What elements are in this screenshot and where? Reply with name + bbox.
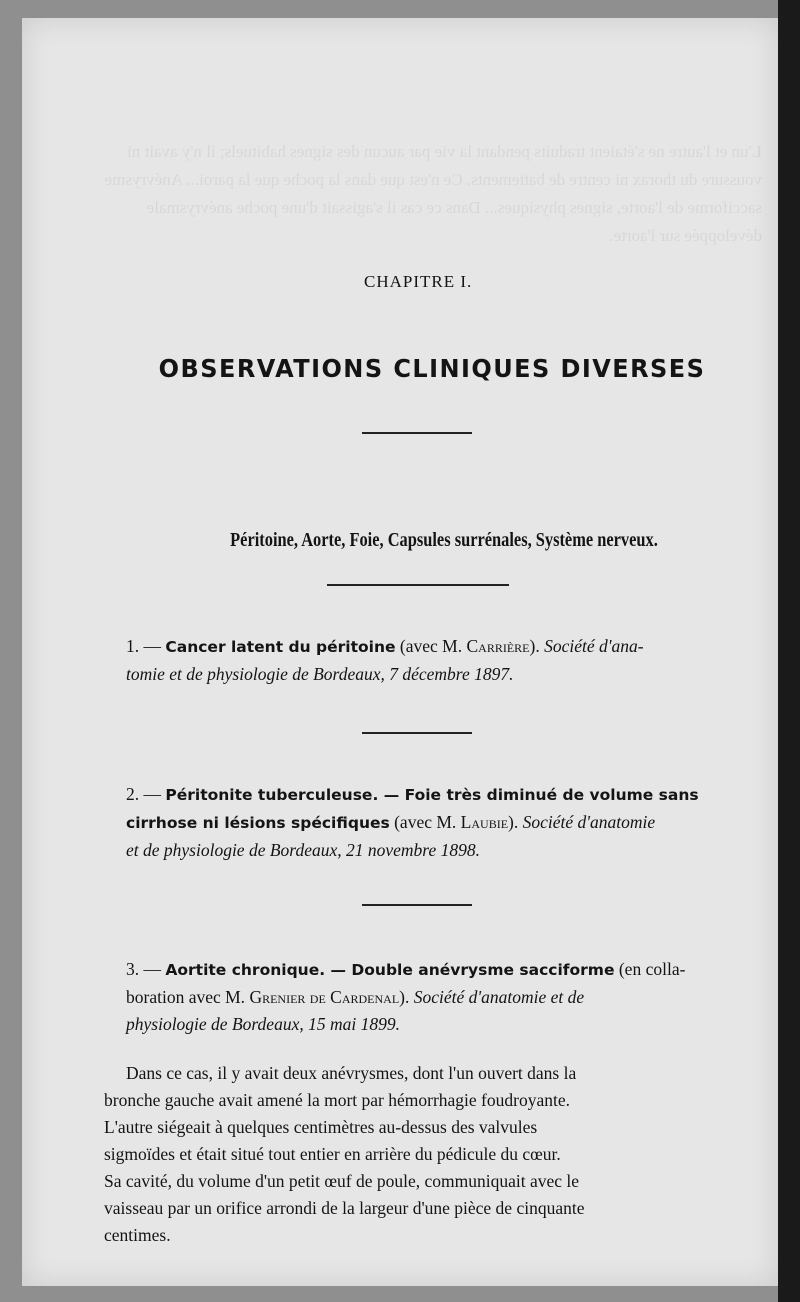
entry-title: cirrhose ni lésions spécifiques [126, 814, 390, 832]
entry-title: Cancer latent du péritoine [165, 638, 396, 656]
paragraph-line: L'autre siégeait à quelques centimètres au-dessus des valvules [104, 1117, 538, 1137]
collaborator-prefix: (en colla- [618, 959, 686, 979]
section-divider [327, 584, 509, 586]
entry-divider [362, 732, 472, 734]
source-line: Société d'anatomie et de [413, 987, 585, 1007]
collaborator-name: Carrière [466, 636, 530, 656]
collaborator-prefix: (avec M. [394, 812, 457, 832]
collaborator-name: Laubie [460, 812, 509, 832]
description-paragraph [104, 1060, 754, 1249]
collaborator-suffix: ). [399, 987, 410, 1007]
main-title: OBSERVATIONS CLINIQUES DIVERSES [158, 354, 706, 383]
source-line: Société d'ana- [544, 636, 644, 656]
collaborator-suffix: ). [508, 812, 519, 832]
entry-number: 3. — [126, 959, 161, 979]
entry-title: Aortite chronique. — Double anévrysme sacciforme [165, 961, 615, 979]
collaborator-suffix: ). [529, 636, 540, 656]
entry-2 [104, 781, 754, 864]
collaborator-prefix: (avec M. [399, 636, 463, 656]
entry-divider [362, 904, 472, 906]
scan-edge [778, 0, 800, 1302]
entry-number: 1. — [126, 636, 161, 656]
paragraph-line: vaisseau par un orifice arrondi de la largeur d'une pièce de cinquante [104, 1198, 585, 1218]
paragraph-line: centimes. [104, 1225, 171, 1245]
entry-1 [104, 633, 754, 688]
source-line: physiologie de Bordeaux, 15 mai 1899. [126, 1014, 400, 1034]
source-line: Société d'anatomie [522, 812, 656, 832]
chapter-heading: CHAPITRE I. [364, 272, 473, 291]
paragraph-line: Dans ce cas, il y avait deux anévrysmes, dont l'un ouvert dans la [126, 1063, 577, 1083]
paragraph-line: sigmoïdes et était situé tout entier en arrière du pédicule du cœur. [104, 1144, 561, 1164]
book-page [22, 18, 778, 1286]
source-line: tomie et de physiologie de Bordeaux, 7 décembre 1897. [126, 664, 514, 684]
collaborator-prefix: boration avec M. [126, 987, 246, 1007]
source-line: et de physiologie de Bordeaux, 21 novembre 1898. [126, 840, 480, 860]
show-through-text: L'un et l'autre ne s'étaient traduits pendant la vie par aucun des signes habituels; il n'y avait ni voussure du thorax ni centre de battements. Ce n'est que dans la poche que la paroi... Anévrysme sacciforme de l'aorte, signes physiques... Dans ce cas il s'agissait d'une poche anévrysmale développée sur l'aorte. [104, 142, 762, 245]
paragraph-line: bronche gauche avait amené la mort par hémorrhagie foudroyante. [104, 1090, 570, 1110]
entry-3 [104, 956, 754, 1038]
entry-number: 2. — [126, 784, 161, 804]
section-title: Péritoine, Aorte, Foie, Capsules surrénales, Système nerveux. [230, 529, 658, 551]
title-divider [362, 432, 472, 434]
entry-title: Péritonite tuberculeuse. — Foie très diminué de volume sans [165, 786, 699, 804]
paragraph-line: Sa cavité, du volume d'un petit œuf de poule, communiquait avec le [104, 1171, 580, 1191]
collaborator-name: Grenier de Cardenal [249, 987, 400, 1007]
